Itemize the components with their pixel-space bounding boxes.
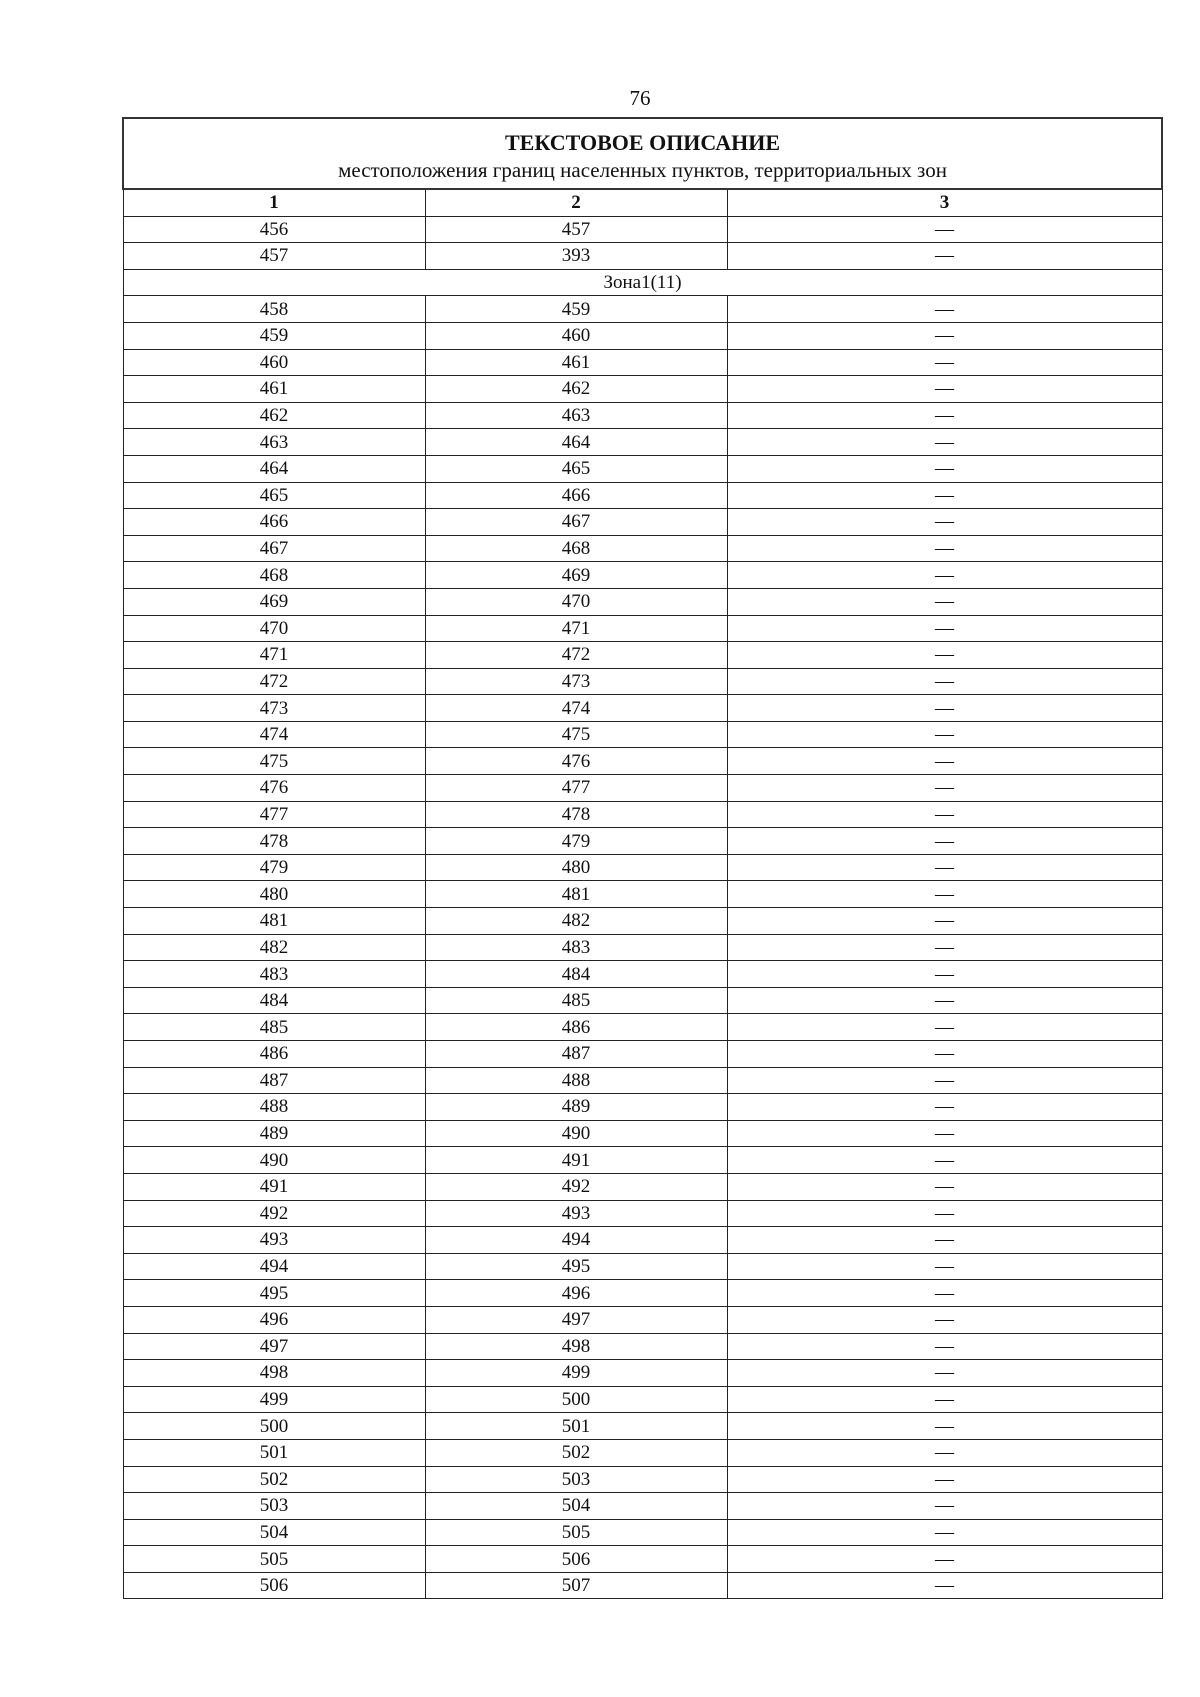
point-to-cell: 474 (425, 695, 727, 722)
table-row (123, 243, 1162, 270)
point-to-cell: 502 (425, 1439, 727, 1466)
description-cell: — (727, 908, 1162, 935)
table-row (123, 668, 1162, 695)
point-to-cell: 492 (425, 1173, 727, 1200)
table-row (123, 1466, 1162, 1493)
column-header-1: 1 (123, 189, 425, 216)
point-from-cell: 501 (123, 1439, 425, 1466)
table-row (123, 854, 1162, 881)
table-row (123, 296, 1162, 323)
point-to-cell: 471 (425, 615, 727, 642)
point-from-cell: 464 (123, 455, 425, 482)
table-row (123, 961, 1162, 988)
column-header-2: 2 (425, 189, 727, 216)
description-cell: — (727, 1173, 1162, 1200)
point-from-cell: 458 (123, 296, 425, 323)
description-cell: — (727, 455, 1162, 482)
point-from-cell: 504 (123, 1519, 425, 1546)
description-cell: — (727, 376, 1162, 403)
point-to-cell: 478 (425, 801, 727, 828)
description-cell: — (727, 243, 1162, 270)
description-cell: — (727, 775, 1162, 802)
point-from-cell: 505 (123, 1546, 425, 1573)
point-from-cell: 490 (123, 1147, 425, 1174)
point-from-cell: 474 (123, 721, 425, 748)
point-from-cell: 462 (123, 402, 425, 429)
description-cell: — (727, 1041, 1162, 1068)
table-row (123, 1386, 1162, 1413)
point-to-cell: 479 (425, 828, 727, 855)
description-cell: — (727, 1333, 1162, 1360)
table-caption (123, 118, 1162, 189)
point-from-cell: 465 (123, 482, 425, 509)
description-cell: — (727, 828, 1162, 855)
point-from-cell: 473 (123, 695, 425, 722)
table-row (123, 695, 1162, 722)
column-header-3: 3 (727, 189, 1162, 216)
point-from-cell: 469 (123, 588, 425, 615)
table-row (123, 1360, 1162, 1387)
section-label: Зона1(11) (123, 269, 1162, 296)
point-to-cell: 496 (425, 1280, 727, 1307)
table-row (123, 1572, 1162, 1599)
point-from-cell: 459 (123, 322, 425, 349)
table-row (123, 775, 1162, 802)
point-from-cell: 506 (123, 1572, 425, 1599)
description-cell: — (727, 1413, 1162, 1440)
point-from-cell: 475 (123, 748, 425, 775)
table-row (123, 1173, 1162, 1200)
point-to-cell: 503 (425, 1466, 727, 1493)
point-to-cell: 487 (425, 1041, 727, 1068)
table-row (123, 642, 1162, 669)
point-to-cell: 504 (425, 1493, 727, 1520)
table-row (123, 881, 1162, 908)
point-from-cell: 500 (123, 1413, 425, 1440)
point-from-cell: 503 (123, 1493, 425, 1520)
table-row (123, 1280, 1162, 1307)
point-from-cell: 488 (123, 1094, 425, 1121)
point-from-cell: 463 (123, 429, 425, 456)
table-row (123, 934, 1162, 961)
column-header-row (123, 189, 1162, 216)
point-from-cell: 487 (123, 1067, 425, 1094)
description-cell: — (727, 881, 1162, 908)
section-label-row (123, 269, 1162, 296)
point-from-cell: 499 (123, 1386, 425, 1413)
description-cell: — (727, 588, 1162, 615)
point-to-cell: 485 (425, 987, 727, 1014)
description-cell: — (727, 1439, 1162, 1466)
description-cell: — (727, 322, 1162, 349)
point-from-cell: 476 (123, 775, 425, 802)
table-row (123, 721, 1162, 748)
point-from-cell: 486 (123, 1041, 425, 1068)
table-row (123, 402, 1162, 429)
caption-row (123, 118, 1162, 189)
table-row (123, 828, 1162, 855)
description-cell: — (727, 402, 1162, 429)
point-from-cell: 456 (123, 216, 425, 243)
point-to-cell: 481 (425, 881, 727, 908)
table-row (123, 1253, 1162, 1280)
description-cell: — (727, 668, 1162, 695)
description-cell: — (727, 1466, 1162, 1493)
point-to-cell: 472 (425, 642, 727, 669)
table-row (123, 322, 1162, 349)
description-cell: — (727, 429, 1162, 456)
point-to-cell: 475 (425, 721, 727, 748)
boundary-description-table (122, 117, 1163, 1599)
point-from-cell: 495 (123, 1280, 425, 1307)
description-cell: — (727, 535, 1162, 562)
table-row (123, 1519, 1162, 1546)
table-row (123, 987, 1162, 1014)
point-to-cell: 477 (425, 775, 727, 802)
description-cell: — (727, 1067, 1162, 1094)
point-from-cell: 493 (123, 1227, 425, 1254)
description-cell: — (727, 1120, 1162, 1147)
point-from-cell: 496 (123, 1306, 425, 1333)
point-from-cell: 468 (123, 562, 425, 589)
table-row (123, 1094, 1162, 1121)
point-to-cell: 490 (425, 1120, 727, 1147)
point-to-cell: 506 (425, 1546, 727, 1573)
point-to-cell: 495 (425, 1253, 727, 1280)
point-to-cell: 494 (425, 1227, 727, 1254)
description-cell: — (727, 1386, 1162, 1413)
point-from-cell: 485 (123, 1014, 425, 1041)
description-cell: — (727, 1253, 1162, 1280)
point-from-cell: 502 (123, 1466, 425, 1493)
point-to-cell: 497 (425, 1306, 727, 1333)
point-to-cell: 467 (425, 509, 727, 536)
description-cell: — (727, 854, 1162, 881)
point-to-cell: 460 (425, 322, 727, 349)
point-from-cell: 492 (123, 1200, 425, 1227)
table-row (123, 535, 1162, 562)
description-cell: — (727, 1519, 1162, 1546)
table-row (123, 1041, 1162, 1068)
point-from-cell: 478 (123, 828, 425, 855)
point-to-cell: 486 (425, 1014, 727, 1041)
description-cell: — (727, 695, 1162, 722)
description-cell: — (727, 1147, 1162, 1174)
table-row (123, 429, 1162, 456)
table-row (123, 588, 1162, 615)
table-row (123, 1067, 1162, 1094)
description-cell: — (727, 801, 1162, 828)
point-from-cell: 480 (123, 881, 425, 908)
description-cell: — (727, 1306, 1162, 1333)
description-cell: — (727, 509, 1162, 536)
point-to-cell: 470 (425, 588, 727, 615)
point-to-cell: 498 (425, 1333, 727, 1360)
table-row (123, 1333, 1162, 1360)
point-to-cell: 461 (425, 349, 727, 376)
description-cell: — (727, 748, 1162, 775)
point-to-cell: 457 (425, 216, 727, 243)
description-cell: — (727, 562, 1162, 589)
point-from-cell: 461 (123, 376, 425, 403)
table-row (123, 1306, 1162, 1333)
table-row (123, 482, 1162, 509)
point-from-cell: 498 (123, 1360, 425, 1387)
table-row (123, 1413, 1162, 1440)
point-to-cell: 393 (425, 243, 727, 270)
table-subtitle: местоположения границ населенных пунктов, территориальных зон (338, 158, 947, 182)
point-to-cell: 489 (425, 1094, 727, 1121)
table-row (123, 216, 1162, 243)
point-to-cell: 468 (425, 535, 727, 562)
point-from-cell: 457 (123, 243, 425, 270)
description-cell: — (727, 721, 1162, 748)
table-row (123, 615, 1162, 642)
point-from-cell: 481 (123, 908, 425, 935)
table-row (123, 376, 1162, 403)
table-row (123, 349, 1162, 376)
point-to-cell: 500 (425, 1386, 727, 1413)
table-row (123, 1014, 1162, 1041)
description-cell: — (727, 349, 1162, 376)
point-to-cell: 484 (425, 961, 727, 988)
point-to-cell: 491 (425, 1147, 727, 1174)
description-cell: — (727, 642, 1162, 669)
point-to-cell: 505 (425, 1519, 727, 1546)
point-from-cell: 460 (123, 349, 425, 376)
point-to-cell: 462 (425, 376, 727, 403)
description-cell: — (727, 1280, 1162, 1307)
point-from-cell: 489 (123, 1120, 425, 1147)
table-row (123, 1227, 1162, 1254)
point-from-cell: 467 (123, 535, 425, 562)
point-from-cell: 471 (123, 642, 425, 669)
point-from-cell: 472 (123, 668, 425, 695)
table-row (123, 1546, 1162, 1573)
description-cell: — (727, 216, 1162, 243)
point-to-cell: 476 (425, 748, 727, 775)
description-cell: — (727, 1094, 1162, 1121)
point-to-cell: 465 (425, 455, 727, 482)
description-cell: — (727, 961, 1162, 988)
table-title: ТЕКСТОВОЕ ОПИСАНИЕ (504, 130, 780, 155)
table-row (123, 801, 1162, 828)
point-to-cell: 493 (425, 1200, 727, 1227)
point-to-cell: 482 (425, 908, 727, 935)
page-number: 76 (629, 86, 651, 110)
point-from-cell: 484 (123, 987, 425, 1014)
table-body (123, 118, 1162, 1599)
point-to-cell: 464 (425, 429, 727, 456)
description-cell: — (727, 934, 1162, 961)
table-row (123, 908, 1162, 935)
table-row (123, 1147, 1162, 1174)
description-cell: — (727, 1014, 1162, 1041)
description-cell: — (727, 482, 1162, 509)
point-from-cell: 494 (123, 1253, 425, 1280)
table-row (123, 509, 1162, 536)
point-to-cell: 507 (425, 1572, 727, 1599)
table-row (123, 1493, 1162, 1520)
point-from-cell: 482 (123, 934, 425, 961)
point-from-cell: 477 (123, 801, 425, 828)
table-row (123, 455, 1162, 482)
description-cell: — (727, 1227, 1162, 1254)
description-cell: — (727, 296, 1162, 323)
description-cell: — (727, 1360, 1162, 1387)
point-to-cell: 459 (425, 296, 727, 323)
point-to-cell: 469 (425, 562, 727, 589)
point-to-cell: 463 (425, 402, 727, 429)
point-from-cell: 483 (123, 961, 425, 988)
point-from-cell: 497 (123, 1333, 425, 1360)
table-row (123, 1200, 1162, 1227)
description-cell: — (727, 1493, 1162, 1520)
point-from-cell: 479 (123, 854, 425, 881)
description-cell: — (727, 615, 1162, 642)
point-to-cell: 480 (425, 854, 727, 881)
description-cell: — (727, 1572, 1162, 1599)
description-cell: — (727, 1200, 1162, 1227)
point-to-cell: 499 (425, 1360, 727, 1387)
table-row (123, 748, 1162, 775)
point-to-cell: 483 (425, 934, 727, 961)
point-from-cell: 491 (123, 1173, 425, 1200)
table-row (123, 1120, 1162, 1147)
table-row (123, 1439, 1162, 1466)
point-to-cell: 488 (425, 1067, 727, 1094)
point-to-cell: 473 (425, 668, 727, 695)
point-to-cell: 466 (425, 482, 727, 509)
point-from-cell: 466 (123, 509, 425, 536)
point-from-cell: 470 (123, 615, 425, 642)
description-cell: — (727, 1546, 1162, 1573)
description-cell: — (727, 987, 1162, 1014)
point-to-cell: 501 (425, 1413, 727, 1440)
table-row (123, 562, 1162, 589)
